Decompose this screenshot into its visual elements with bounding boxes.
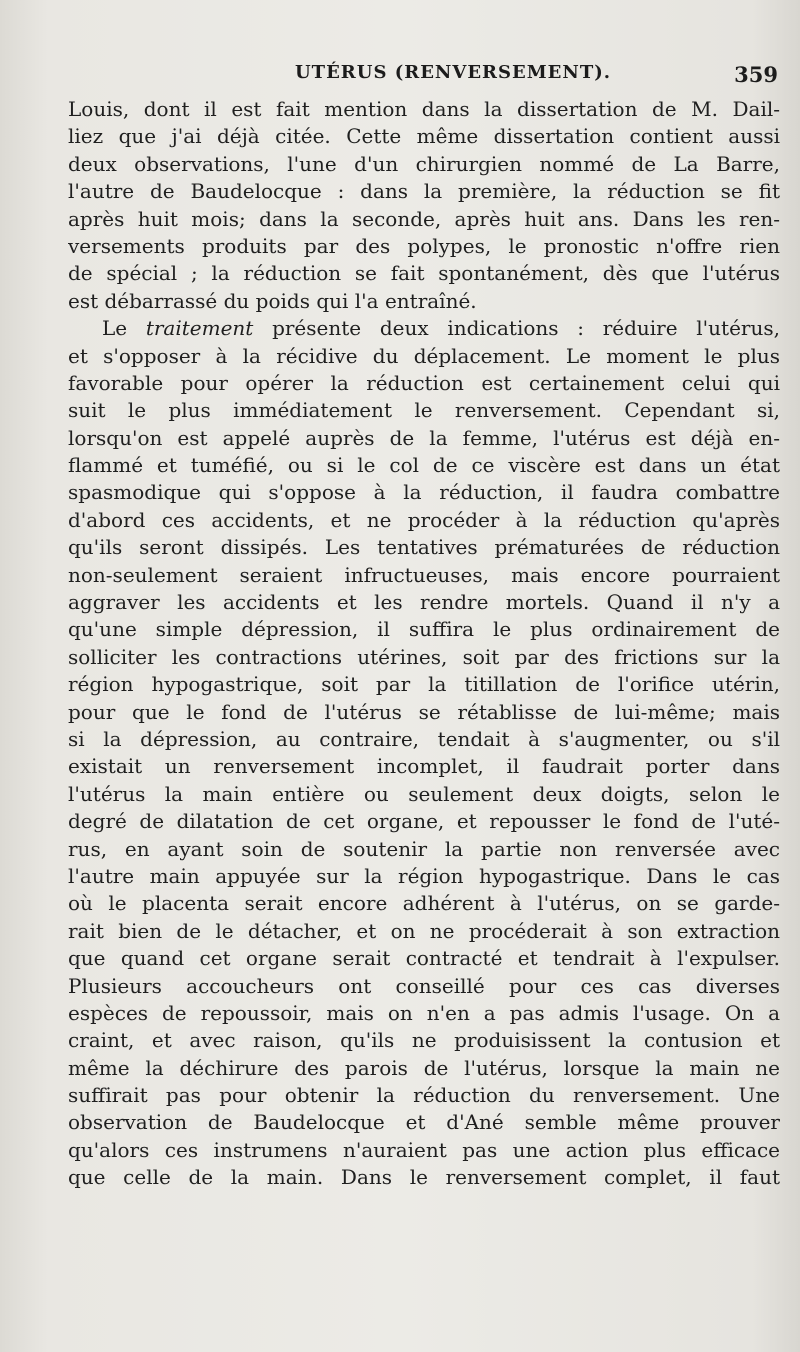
word-space — [253, 316, 272, 340]
text-line-33: Plusieurs accoucheurs ont conseillé pour ces cas diverses — [68, 973, 780, 998]
running-head — [68, 62, 778, 88]
text-line-16: d'abord ces accidents, et ne procéder à la réduction qu'après — [68, 507, 780, 532]
text-line-9 — [68, 315, 780, 342]
text-line-4: l'autre de Baudelocque : dans la première, la réduction se fit — [68, 179, 780, 204]
text-line-29: l'autre main appuyée sur la région hypogastrique. Dans le cas — [68, 863, 780, 888]
text-line-6: versements produits par des polypes, le pronostic n'offre rien — [68, 233, 780, 258]
text-line-19: aggraver les accidents et les rendre mortels. Quand il n'y a — [68, 590, 780, 615]
running-title: UTÉRUS (RENVERSEMENT). — [294, 62, 612, 83]
page-number: 359 — [734, 62, 778, 87]
text-line-31: rait bien de le détacher, et on ne procéderait à son extraction — [68, 918, 780, 943]
text-line-9-rest: présente deux indications : réduire l'utérus, — [272, 316, 780, 341]
text-line-5: après huit mois; dans la seconde, après huit ans. Dans les ren- — [68, 206, 780, 231]
paragraph-start: Le — [102, 316, 146, 341]
text-line-27: degré de dilatation de cet organe, et repousser le fond de l'uté- — [68, 809, 780, 834]
text-line-3: deux observations, l'une d'un chirurgien nommé de La Barre, — [68, 151, 780, 176]
text-line-13: lorsqu'on est appelé auprès de la femme, l'utérus est déjà en- — [68, 425, 780, 450]
text-line-36: même la déchirure des parois de l'utérus, lorsque la main ne — [68, 1055, 780, 1080]
text-line-7: de spécial ; la réduction se fait spontanément, dès que l'utérus — [68, 261, 780, 286]
text-line-38: observation de Baudelocque et d'Ané semble même prouver — [68, 1110, 780, 1135]
text-line-18: non-seulement seraient infructueuses, mais encore pourraient — [68, 562, 780, 587]
text-line-15: spasmodique qui s'oppose à la réduction, il faudra combattre — [68, 480, 780, 505]
body-text — [68, 96, 780, 1192]
text-line-10: et s'opposer à la récidive du déplacement. Le moment le plus — [68, 343, 780, 368]
text-line-22: région hypogastrique, soit par la titillation de l'orifice utérin, — [68, 672, 780, 697]
text-line-35: craint, et avec raison, qu'ils ne produisissent la contusion et — [68, 1028, 780, 1053]
text-line-25: existait un renversement incomplet, il faudrait porter dans — [68, 754, 780, 779]
text-line-24: si la dépression, au contraire, tendait à s'augmenter, ou s'il — [68, 726, 780, 751]
text-line-23: pour que le fond de l'utérus se rétablisse de lui-même; mais — [68, 699, 780, 724]
text-line-11: favorable pour opérer la réduction est certainement celui qui — [68, 370, 780, 395]
text-line-21: solliciter les contractions utérines, soit par des frictions sur la — [68, 644, 780, 669]
text-line-32: que quand cet organe serait contracté et tendrait à l'expulser. — [68, 946, 780, 971]
text-line-26: l'utérus la main entière ou seulement deux doigts, selon le — [68, 781, 780, 806]
text-line-8: est débarrassé du poids qui l'a entraîné. — [68, 288, 477, 313]
text-line-20: qu'une simple dépression, il suffira le plus ordinairement de — [68, 617, 780, 642]
text-line-30: où le placenta serait encore adhérent à l'utérus, on se garde- — [68, 891, 780, 916]
text-line-14: flammé et tuméfié, ou si le col de ce viscère est dans un état — [68, 453, 780, 478]
text-line-34: espèces de repoussoir, mais on n'en a pas admis l'usage. On a — [68, 1000, 780, 1025]
text-line-12: suit le plus immédiatement le renversement. Cependant si, — [68, 398, 780, 423]
text-line-1: Louis, dont il est fait mention dans la dissertation de M. Dail- — [68, 97, 780, 121]
text-line-37: suffirait pas pour obtenir la réduction du renversement. Une — [68, 1083, 780, 1108]
text-line-39: qu'alors ces instrumens n'auraient pas une action plus efficace — [68, 1137, 780, 1162]
text-line-2: liez que j'ai déjà citée. Cette même dissertation contient aussi — [68, 124, 780, 149]
italic-term: traitement — [145, 316, 254, 341]
text-line-40: que celle de la main. Dans le renversement complet, il faut — [68, 1165, 780, 1190]
text-line-28: rus, en ayant soin de soutenir la partie non renversée avec — [68, 836, 780, 861]
text-line-17: qu'ils seront dissipés. Les tentatives prématurées de réduction — [68, 535, 780, 560]
